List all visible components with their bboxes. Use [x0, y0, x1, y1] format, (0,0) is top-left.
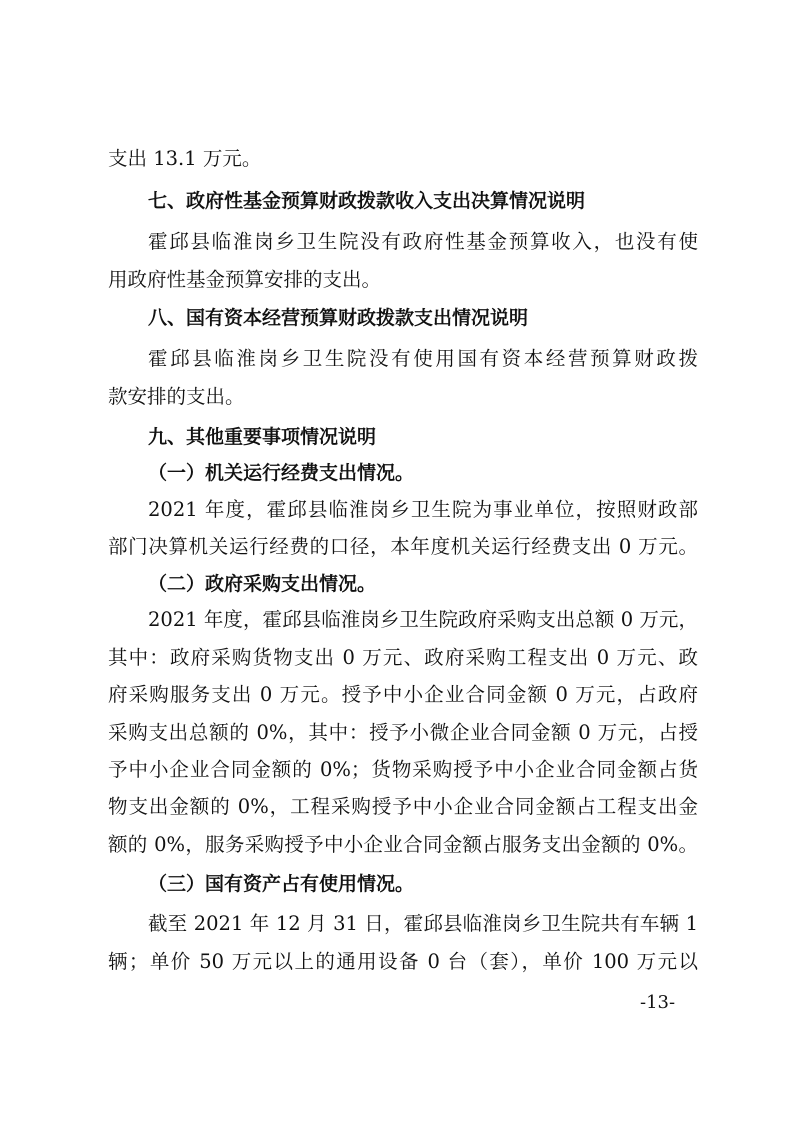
paragraph-line: 予中小企业合同金额的 0%；货物采购授予中小企业合同金额占货	[108, 758, 698, 781]
paragraph-line: 其中：政府采购货物支出 0 万元、政府采购工程支出 0 万元、政	[108, 646, 698, 669]
paragraph-line: 用政府性基金预算安排的支出。	[108, 268, 382, 291]
section-heading-seven: 七、政府性基金预算财政拨款收入支出决算情况说明	[148, 190, 586, 212]
paragraph-line: 款安排的支出。	[108, 385, 245, 408]
paragraph-line: 霍邱县临淮岗乡卫生院没有政府性基金预算收入，也没有使	[148, 230, 698, 253]
paragraph-line: 采购支出总额的 0%，其中：授予小微企业合同金额 0 万元，占授	[108, 721, 698, 744]
section-heading-nine: 九、其他重要事项情况说明	[148, 426, 377, 448]
paragraph-line: 霍邱县临淮岗乡卫生院没有使用国有资本经营预算财政拨	[148, 347, 698, 370]
paragraph-line: 府采购服务支出 0 万元。授予中小企业合同金额 0 万元，占政府	[108, 683, 698, 706]
section-heading-eight: 八、国有资本经营预算财政拨款支出情况说明	[148, 307, 529, 329]
paragraph-line: 辆；单价 50 万元以上的通用设备 0 台（套），单价 100 万元以	[108, 950, 698, 973]
paragraph-line: 2021 年度，霍邱县临淮岗乡卫生院为事业单位，按照财政部	[148, 498, 698, 521]
subsection-heading-three: （三）国有资产占有使用情况。	[148, 873, 415, 895]
paragraph-line: 额的 0%，服务采购授予中小企业合同金额占服务支出金额的 0%。	[108, 833, 698, 856]
page-number: -13-	[640, 992, 676, 1013]
paragraph-line: 截至 2021 年 12 月 31 日，霍邱县临淮岗乡卫生院共有车辆 1	[148, 912, 698, 935]
paragraph-line: 物支出金额的 0%，工程采购授予中小企业合同金额占工程支出金	[108, 795, 698, 818]
paragraph-line: 支出 13.1 万元。	[108, 147, 262, 170]
subsection-heading-one: （一）机关运行经费支出情况。	[148, 462, 415, 484]
paragraph-line: 部门决算机关运行经费的口径，本年度机关运行经费支出 0 万元。	[108, 535, 698, 558]
subsection-heading-two: （二）政府采购支出情况。	[148, 573, 377, 595]
paragraph-line: 2021 年度，霍邱县临淮岗乡卫生院政府采购支出总额 0 万元，	[148, 608, 698, 631]
